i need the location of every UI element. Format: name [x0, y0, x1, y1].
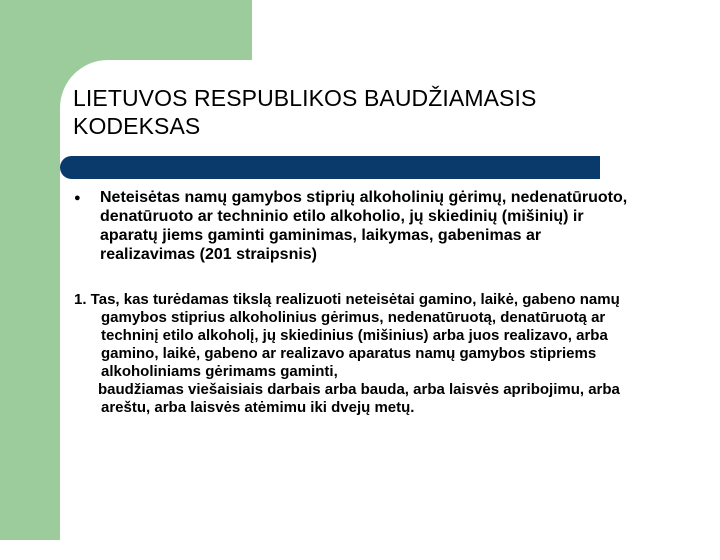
law-paragraph-penalty: baudžiamas viešaisiais darbais arba bauda, arba laisvės apribojimu, arba areštu, arba laisvės atėmimu iki dvejų metų.: [98, 381, 620, 416]
slide-title-line-2: KODEKSAS: [73, 113, 201, 139]
title-divider-bar: [60, 156, 600, 179]
bullet-text: Neteisėtas namų gamybos stiprių alkoholinių gėrimų, nedenatūruoto, denatūruoto ar techninio etilo alkoholio, jų skiedinių (mišinių) ir aparatų jiems gaminti gaminimas, laikymas, gabenimas ar realizavimas (201 straipsnis): [100, 189, 628, 263]
slide-title-line-1: LIETUVOS RESPUBLIKOS BAUDŽIAMASIS: [73, 85, 537, 111]
slide-title: [73, 84, 673, 140]
law-paragraph: [74, 291, 634, 417]
law-paragraph-main: 1. Tas, kas turėdamas tikslą realizuoti neteisėtai gamino, laikė, gabeno namų gamybos stiprius alkoholinius gėrimus, nedenatūruotą, denatūruotą ar techninį etilo alkoholį, jų skiedinius (mišinius) arba juos realizavo, arba gamino, laikė, gabeno ar realizavo aparatus namų gamybos stipriems alkoholiniams gėrimams gaminti,: [74, 291, 620, 380]
bullet-dot-icon: ●: [74, 192, 81, 204]
